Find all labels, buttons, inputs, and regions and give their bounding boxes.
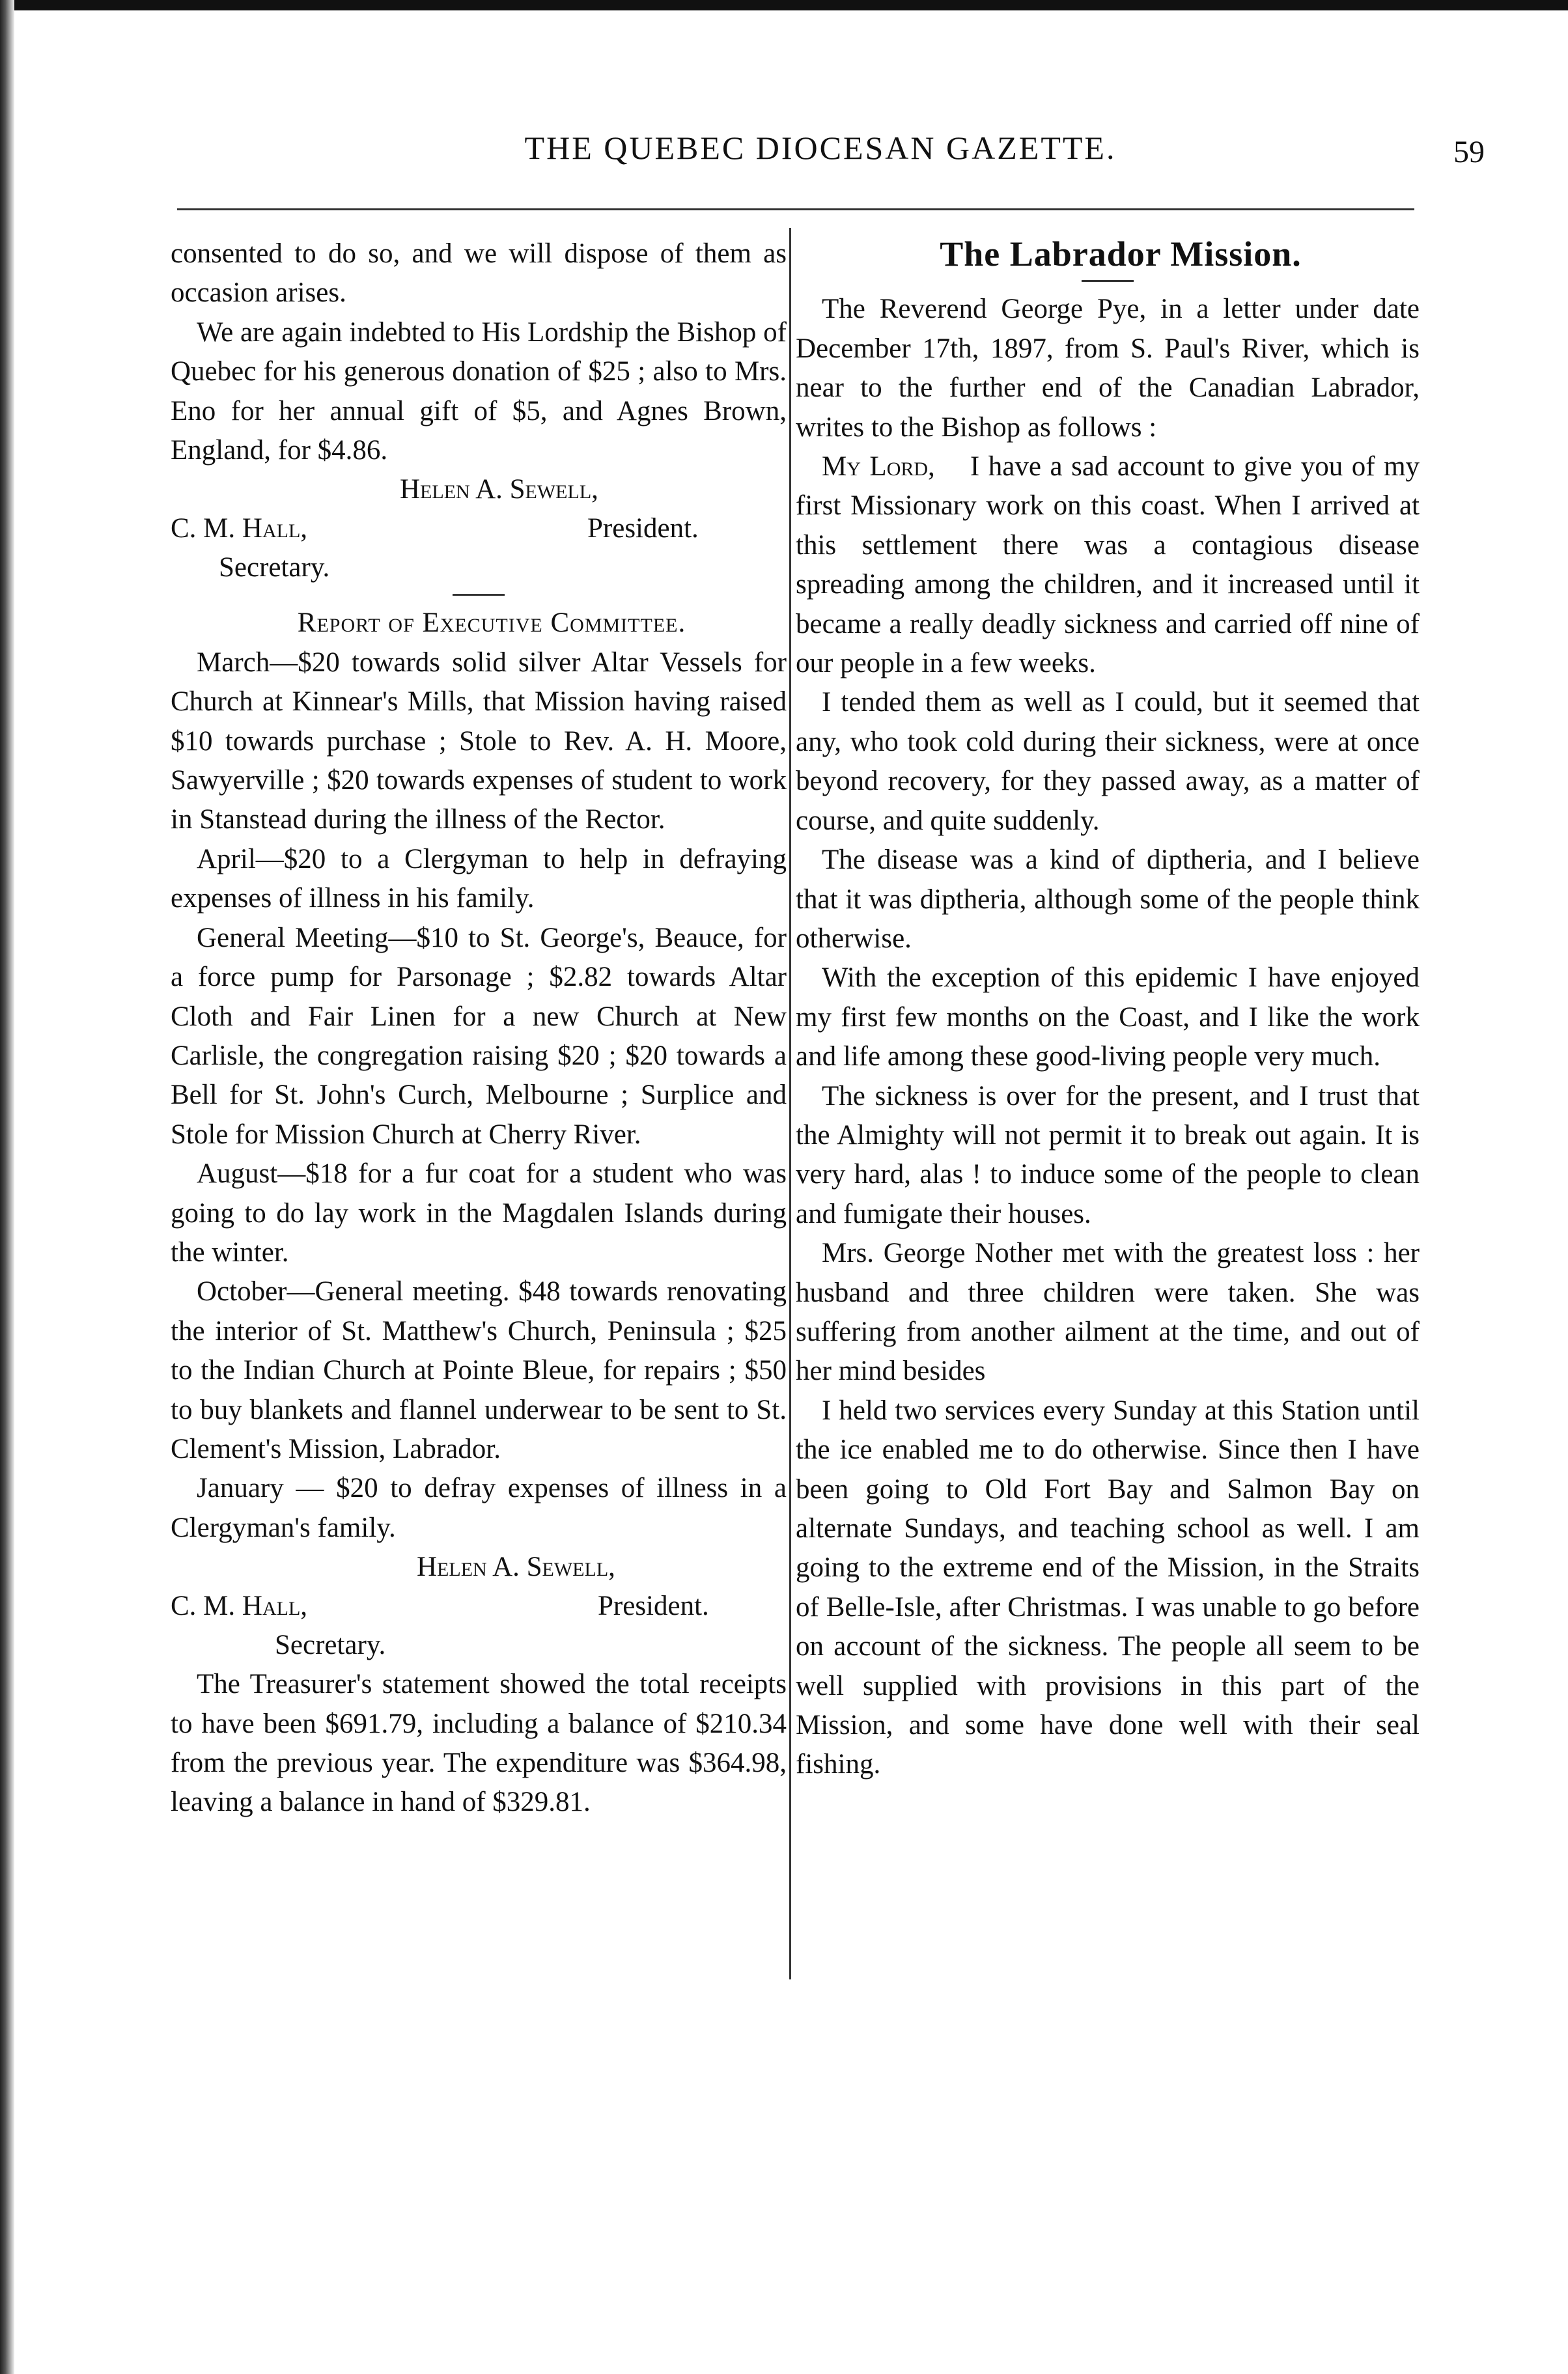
paragraph: October—General meeting. $48 towards renovating the interior of St. Matthew's Church, Peninsula ; $25 to the Indian Church at Pointe Bleue, for repairs ; $50 to buy blankets and flannel underwear to be sent to St. Clement's Mission, Labrador. [171, 1276, 787, 1464]
page-edge [0, 0, 14, 2374]
paragraph: General Meeting—$10 to St. George's, Beauce, for a force pump for Parsonage ; $2.82 towards Altar Cloth and Fair Linen for a new Church at New Carlisle, the congregation raising $20 ; $20 towards a Bell for St. John's Curch, Melbourne ; Surplice and Stole for Mission Church at Cherry River. [171, 922, 787, 1150]
paragraph: March—$20 towards solid silver Altar Vessels for Church at Kinnear's Mills, that Mission having raised $10 towards purchase ; Stole to Rev. A. H. Moore, Sawyerville ; $20 towards expenses of student to work in Stanstead during the illness of the Rector. [171, 647, 787, 835]
paragraph: August—$18 for a fur coat for a student who was going to do lay work in the Magdalen Islands during the winter. [171, 1158, 787, 1268]
paragraph: January — $20 to defray expenses of illness in a Clergyman's family. [171, 1473, 787, 1543]
paragraph: With the exception of this epidemic I have enjoyed my first few months on the Coast, and I like the work and life among these good-living people very much. [796, 962, 1420, 1072]
signature-block [171, 1548, 787, 1665]
column-divider [789, 228, 791, 1979]
salutation: My Lord, [822, 451, 935, 482]
paragraph: I tended them as well as I could, but it seemed that any, who took cold during their sickness, were at once beyond recovery, for they passed away, as a matter of course, and quite suddenly. [796, 687, 1420, 836]
paragraph: Mrs. George Nother met with the greatest loss : her husband and three children were taken. She was suffering from another ailment at the time, and out of her mind besides [796, 1238, 1420, 1387]
paragraph: The disease was a kind of diptheria, and I believe that it was diptheria, although some of the people think otherwise. [796, 845, 1420, 954]
secretary-title: Secretary. [275, 1630, 386, 1661]
gazette-title: THE QUEBEC DIOCESAN GAZETTE. [524, 130, 1117, 166]
president-name: Helen A. Sewell, [400, 474, 598, 505]
left-column [171, 234, 787, 1822]
top-border [0, 0, 1568, 10]
secretary-title: Secretary. [219, 552, 330, 583]
paragraph: We are again indebted to His Lordship the Bishop of Quebec for his generous donation of $25 ; also to Mrs. Eno for her annual gift of $5, and Agnes Brown, England, for $4.86. [171, 316, 787, 466]
president-name: Helen A. Sewell, [417, 1552, 615, 1583]
paragraph: April—$20 to a Clergyman to help in defraying expenses of illness in his family. [171, 843, 787, 914]
article-title: The Labrador Mission. [940, 234, 1302, 273]
letter-text: I have a sad account to give you of my first Missionary work on this coast. When I arrived at this settlement there was a contagious disease spreading among the children, and it increased until it became a really deadly sickness and carried off nine of our people in a few weeks. [796, 451, 1420, 679]
page-header [143, 129, 1498, 188]
secretary-name: C. M. Hall, [171, 1591, 308, 1622]
paragraph: The Reverend George Pye, in a letter under date December 17th, 1897, from S. Paul's River, which is near to the further end of the Canadian Labrador, writes to the Bishop as follows : [796, 294, 1420, 443]
president-title: President. [587, 513, 699, 544]
page-number: 59 [1453, 135, 1485, 169]
header-divider [177, 208, 1414, 210]
section-rule [453, 594, 505, 596]
paragraph: I held two services every Sunday at this Station until the ice enabled me to do otherwise. Since then I have been going to Old Fort Bay and Salmon Bay on alternate Sundays, and teaching school as well. I am going to the extreme end of the Mission, in the Straits of Belle-Isle, after Christmas. I was unable to go before on account of the sickness. The people all seem to be well supplied with provisions in this part of the Mission, and some have done well with their seal fishing. [796, 1395, 1420, 1780]
letter-paragraph [796, 447, 1420, 683]
secretary-name: C. M. Hall, [171, 513, 308, 544]
right-column [796, 234, 1420, 1785]
president-title: President. [598, 1591, 709, 1622]
signature-block [171, 470, 787, 587]
title-rule [1082, 280, 1134, 282]
paragraph: The Treasurer's statement showed the total receipts to have been $691.79, including a balance of $210.34 from the previous year. The expenditure was $364.98, leaving a balance in hand of $329.81. [171, 1669, 787, 1818]
paragraph: consented to do so, and we will dispose of them as occasion arises. [171, 238, 787, 309]
report-heading: Report of Executive Committee. [297, 607, 686, 639]
paragraph: The sickness is over for the present, and I trust that the Almighty will not permit it to break out again. It is very hard, alas ! to induce some of the people to clean and fumigate their houses. [796, 1080, 1420, 1229]
